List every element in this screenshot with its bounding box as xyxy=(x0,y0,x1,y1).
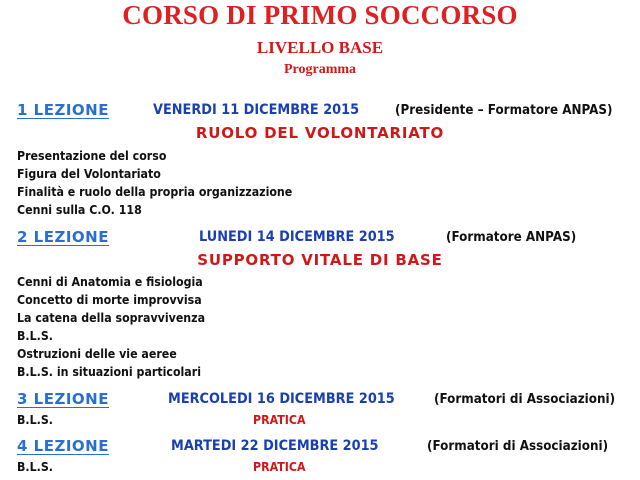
lesson-1-teacher: (Presidente – Formatore ANPAS) xyxy=(395,103,613,118)
lesson-2-item: B.L.S. in situazioni particolari xyxy=(17,365,201,379)
program-heading: Programma xyxy=(283,62,357,77)
lesson-2-date: LUNEDI 14 DICEMBRE 2015 xyxy=(199,229,395,245)
lesson-4-teacher: (Formatori di Associazioni) xyxy=(427,439,609,454)
lesson-2-item: B.L.S. xyxy=(17,329,53,343)
lesson-4-date: MARTEDI 22 DICEMBRE 2015 xyxy=(171,438,379,454)
lesson-2-label: 2 LEZIONE xyxy=(17,228,109,246)
lesson-3-practice: PRATICA xyxy=(253,413,306,427)
lesson-1-item: Finalità e ruolo della propria organizzazione xyxy=(17,185,293,199)
lesson-2-teacher: (Formatore ANPAS) xyxy=(446,230,577,245)
lesson-1-section: RUOLO DEL VOLONTARIATO xyxy=(195,124,445,142)
lesson-1-item: Figura del Volontariato xyxy=(17,167,161,181)
lesson-3-item: B.L.S. xyxy=(17,413,53,427)
lesson-3-teacher: (Formatori di Associazioni) xyxy=(434,392,616,407)
lesson-1-date: VENERDI 11 DICEMBRE 2015 xyxy=(153,102,360,118)
lesson-3-label: 3 LEZIONE xyxy=(17,390,109,408)
lesson-2-item: Concetto di morte improvvisa xyxy=(17,293,202,307)
lesson-4-practice: PRATICA xyxy=(253,460,306,474)
lesson-1-item: Presentazione del corso xyxy=(17,149,167,163)
lesson-1-label: 1 LEZIONE xyxy=(17,101,109,119)
course-level: LIVELLO BASE xyxy=(256,38,384,57)
lesson-1-item: Cenni sulla C.O. 118 xyxy=(17,203,142,217)
lesson-2-item: Ostruzioni delle vie aeree xyxy=(17,347,177,361)
lesson-2-item: Cenni di Anatomia e fisiologia xyxy=(17,275,203,289)
lesson-4-label: 4 LEZIONE xyxy=(17,437,109,455)
lesson-2-item: La catena della sopravvivenza xyxy=(17,311,206,325)
page-title: CORSO DI PRIMO SOCCORSO xyxy=(122,0,518,30)
lesson-2-section: SUPPORTO VITALE DI BASE xyxy=(197,251,443,269)
lesson-3-date: MERCOLEDI 16 DICEMBRE 2015 xyxy=(168,391,395,407)
lesson-4-item: B.L.S. xyxy=(17,460,53,474)
